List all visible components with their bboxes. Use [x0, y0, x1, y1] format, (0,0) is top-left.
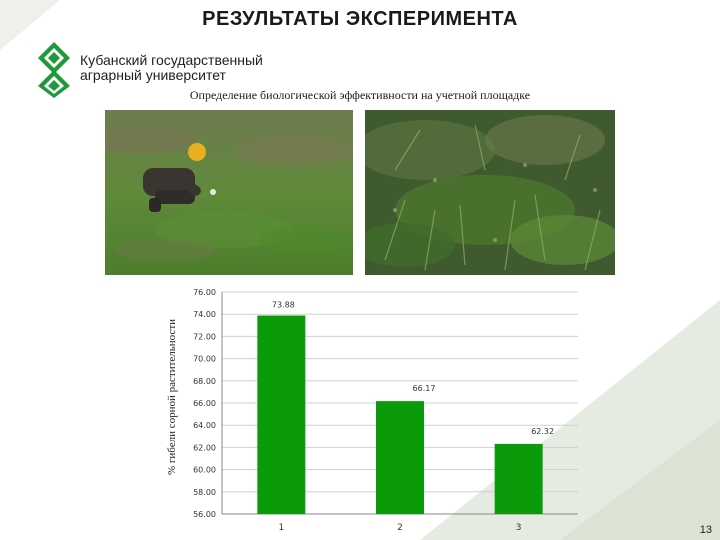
bar-chart [160, 282, 590, 540]
bar-1 [257, 316, 305, 514]
y-tick-label: 74.00 [193, 310, 216, 320]
data-label-2: 66.17 [412, 384, 436, 394]
slide-title: РЕЗУЛЬТАТЫ ЭКСПЕРИМЕНТА [202, 8, 518, 30]
x-tick-label: 2 [397, 523, 403, 533]
university-name [80, 53, 263, 83]
y-tick-label: 72.00 [193, 332, 216, 342]
bar-3 [495, 444, 543, 514]
slide-subtitle: Определение биологической эффективности на учетной площадке [189, 88, 531, 102]
university-name-line2: аграрный университет [80, 67, 226, 83]
y-tick-label: 68.00 [193, 376, 216, 386]
x-tick-label: 3 [515, 523, 522, 533]
y-tick-label: 60.00 [193, 465, 216, 475]
y-tick-label: 64.00 [193, 421, 216, 431]
field-worker-photo [105, 110, 353, 275]
data-label-1: 73.88 [271, 300, 295, 310]
y-tick-label: 70.00 [193, 354, 216, 364]
y-tick-label: 56.00 [193, 510, 216, 519]
y-tick-label: 62.00 [193, 443, 216, 453]
university-name-line1: Кубанский государственный [80, 52, 263, 68]
x-tick-label: 1 [278, 523, 285, 533]
chart-y-axis-label: % гибели сорной растительности [166, 318, 178, 476]
chart-bars [257, 316, 542, 514]
y-tick-label: 58.00 [193, 487, 216, 497]
weed-closeup-photo [365, 110, 615, 275]
data-label-3: 62.32 [531, 426, 555, 436]
y-tick-label: 66.00 [193, 399, 216, 408]
page-number: 13 [699, 524, 712, 536]
bar-2 [376, 401, 424, 514]
y-tick-label: 76.00 [193, 288, 216, 297]
chart-tick-labels [193, 288, 521, 533]
